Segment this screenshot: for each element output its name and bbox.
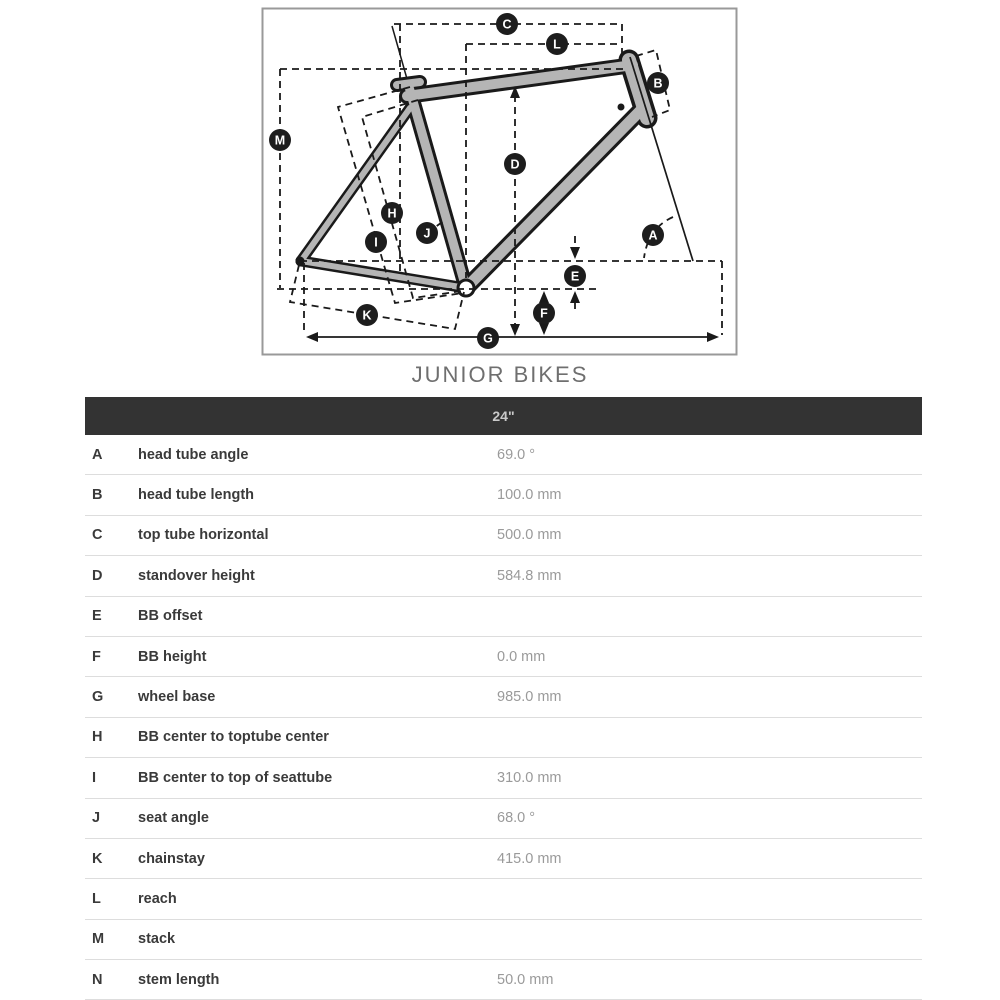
row-letter: F (92, 648, 101, 665)
table-row (85, 637, 922, 677)
row-value: 69.0 ° (497, 446, 536, 463)
page-title: JUNIOR BIKES (411, 362, 589, 387)
marker-letter-A: A (648, 228, 658, 243)
table-row (85, 597, 922, 637)
row-value: 50.0 mm (497, 971, 554, 988)
marker-letter-I: I (374, 235, 378, 250)
table-row (85, 677, 922, 717)
row-value: 584.8 mm (497, 567, 562, 584)
row-label: stem length (138, 971, 220, 988)
table-row (85, 475, 922, 515)
bottom-bracket (458, 280, 474, 296)
row-label: standover height (138, 567, 255, 584)
row-label: stack (138, 931, 176, 948)
row-letter: M (92, 931, 105, 948)
row-label: top tube horizontal (138, 527, 269, 544)
row-label: wheel base (138, 689, 216, 706)
marker-letter-E: E (570, 269, 580, 284)
frame-geometry-diagram (0, 0, 1000, 360)
geometry-table (85, 397, 922, 1000)
table-row (85, 960, 922, 1000)
size-column-header: 24" (85, 397, 922, 435)
row-label: BB center to toptube center (138, 729, 329, 746)
row-label: chainstay (138, 850, 205, 867)
marker-letter-M: M (274, 133, 286, 148)
row-letter: N (92, 971, 103, 988)
table-row (85, 516, 922, 556)
row-value: 68.0 ° (497, 810, 536, 827)
row-value: 415.0 mm (497, 850, 562, 867)
row-letter: I (92, 769, 97, 786)
marker-letter-D: D (510, 157, 520, 172)
marker-letter-F: F (540, 306, 548, 321)
row-letter: A (92, 446, 103, 463)
marker-letter-J: J (423, 226, 431, 241)
row-letter: G (92, 689, 104, 706)
row-letter: D (92, 567, 103, 584)
table-row (85, 556, 922, 596)
row-letter: B (92, 487, 103, 504)
marker-letter-H: H (387, 206, 397, 221)
row-letter: K (92, 850, 103, 867)
table-row (85, 879, 922, 919)
row-value: 0.0 mm (497, 648, 546, 665)
table-row (85, 920, 922, 960)
row-value: 310.0 mm (497, 769, 562, 786)
row-label: head tube length (138, 487, 254, 504)
marker-letter-C: C (502, 17, 512, 32)
row-letter: L (92, 890, 101, 907)
row-letter: E (92, 608, 102, 625)
marker-letter-L: L (553, 37, 561, 52)
row-value: 985.0 mm (497, 689, 562, 706)
row-label: seat angle (138, 810, 209, 827)
marker-letter-K: K (362, 308, 372, 323)
table-row (85, 435, 922, 475)
table-row (85, 718, 922, 758)
headtube-dot (618, 104, 625, 111)
geometry-table-body (85, 435, 922, 1000)
row-label: BB offset (138, 608, 203, 625)
diagram-panel (263, 9, 737, 355)
table-row (85, 758, 922, 798)
row-label: reach (138, 890, 177, 907)
diagram-svg (0, 0, 1000, 360)
marker-letter-B: B (653, 76, 663, 91)
row-letter: J (92, 810, 101, 827)
row-value: 500.0 mm (497, 527, 562, 544)
row-label: BB center to top of seattube (138, 769, 333, 786)
row-letter: C (92, 527, 103, 544)
table-row (85, 799, 922, 839)
table-row (85, 839, 922, 879)
row-label: BB height (138, 648, 207, 665)
row-label: head tube angle (138, 446, 249, 463)
row-value: 100.0 mm (497, 487, 562, 504)
marker-letter-G: G (483, 331, 493, 346)
row-letter: H (92, 729, 103, 746)
